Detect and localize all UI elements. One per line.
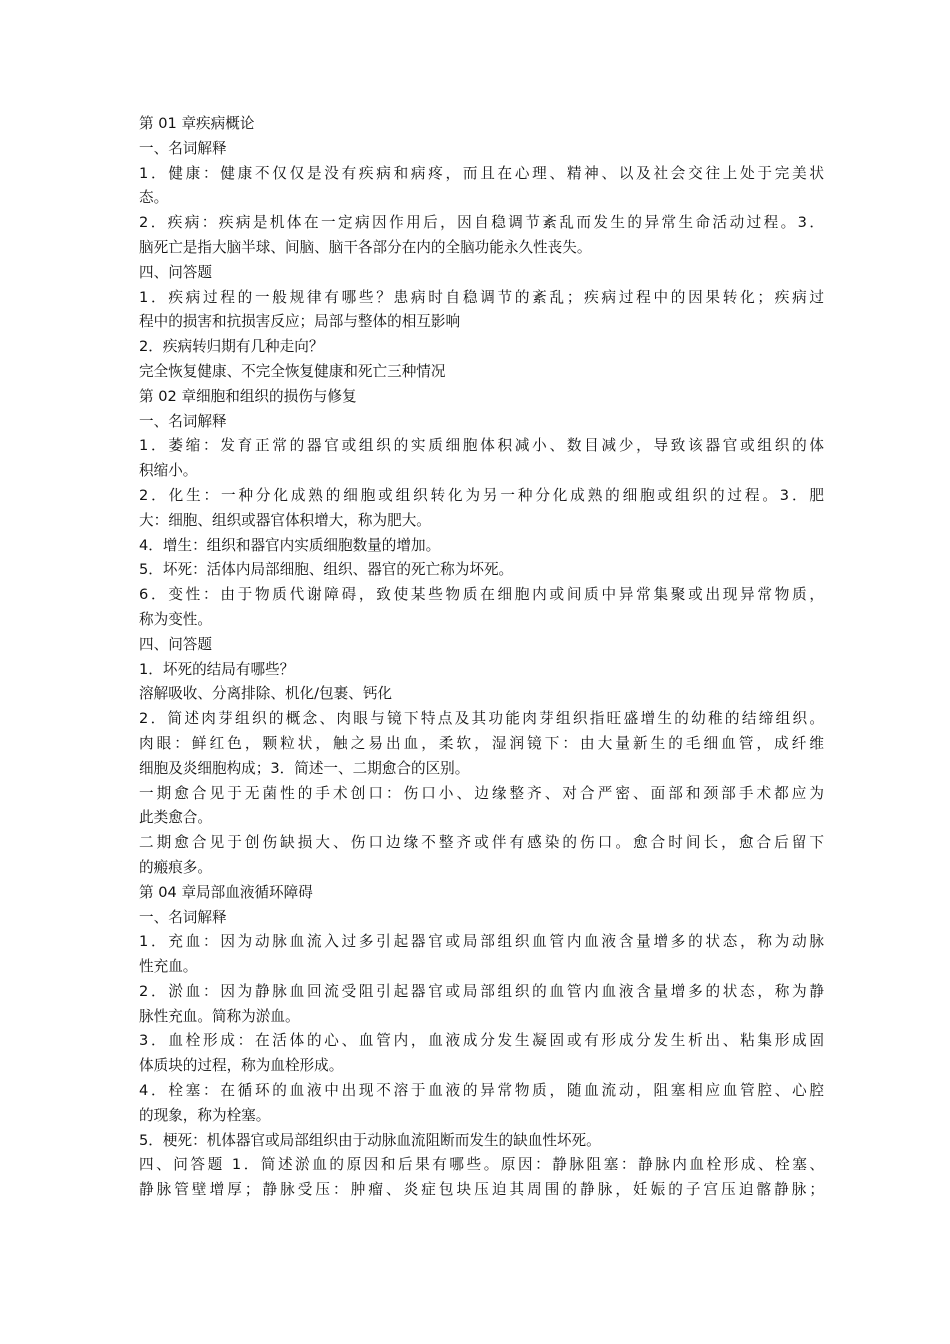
answer-line: 完全恢复健康、不完全恢复健康和死亡三种情况 bbox=[139, 362, 446, 380]
question-line: 2．疾病转归期有几种走向？ bbox=[139, 338, 324, 356]
paragraph-line: 6．变性：由于物质代谢障碍，致使某些物质在细胞内或间质中异常集聚或出现异常物质， bbox=[139, 586, 824, 604]
paragraph-line: 一期愈合见于无菌性的手术创口：伤口小、边缘整齐、对合严密、面部和颈部手术都应为 bbox=[139, 784, 824, 802]
question-line: 1．坏死的结局有哪些？ bbox=[139, 660, 295, 678]
chapter-heading: 第 04 章局部血液循环障碍 bbox=[139, 883, 313, 901]
paragraph-line: 5．梗死：机体器官或局部组织由于动脉血流阻断而发生的缺血性坏死。 bbox=[139, 1131, 601, 1149]
chapter-heading: 第 01 章疾病概论 bbox=[139, 115, 255, 132]
paragraph-line: 此类愈合。 bbox=[139, 809, 212, 827]
paragraph-line: 称为变性。 bbox=[139, 610, 212, 628]
section-heading: 四、问答题 bbox=[139, 635, 212, 653]
paragraph-line: 2．简述肉芽组织的概念、肉眼与镜下特点及其功能肉芽组织指旺盛增生的幼稚的结缔组织。 bbox=[139, 710, 824, 728]
paragraph-line: 性充血。 bbox=[139, 958, 198, 976]
paragraph-line: 3．血栓形成：在活体的心、血管内，血液成分发生凝固或有形成分发生析出、粘集形成固 bbox=[139, 1032, 824, 1050]
section-heading: 一、名词解释 bbox=[139, 412, 227, 430]
section-heading: 四、问答题 bbox=[139, 263, 212, 281]
paragraph-line: 的现象，称为栓塞。 bbox=[139, 1106, 271, 1124]
paragraph-line: 5．坏死：活体内局部细胞、组织、器官的死亡称为坏死。 bbox=[139, 561, 514, 579]
paragraph-line: 态。 bbox=[139, 189, 169, 207]
paragraph-line: 脑死亡是指大脑半球、间脑、脑干各部分在内的全脑功能永久性丧失。 bbox=[139, 238, 592, 256]
answer-line: 溶解吸收、分离排除、机化/包裹、钙化 bbox=[139, 685, 393, 703]
paragraph-line: 4．栓塞：在循环的血液中出现不溶于血液的异常物质，随血流动，阻塞相应血管腔、心腔 bbox=[139, 1082, 824, 1100]
paragraph-line: 程中的损害和抗损害反应；局部与整体的相互影响 bbox=[139, 313, 461, 331]
paragraph-line: 体质块的过程，称为血栓形成。 bbox=[139, 1057, 344, 1075]
paragraph-line: 二期愈合见于创伤缺损大、伤口边缘不整齐或伴有感染的伤口。愈合时间长，愈合后留下 bbox=[139, 834, 824, 852]
paragraph-line: 2．淤血：因为静脉血回流受阻引起器官或局部组织的血管内血液含量增多的状态，称为静 bbox=[139, 982, 824, 1000]
paragraph-line: 大：细胞、组织或器官体积增大，称为肥大。 bbox=[139, 511, 431, 529]
paragraph-line: 的瘢痕多。 bbox=[139, 858, 212, 876]
section-heading: 一、名词解释 bbox=[139, 908, 227, 926]
paragraph-line: 肉眼：鲜红色，颗粒状，触之易出血，柔软，湿润镜下：由大量新生的毛细血管，成纤维 bbox=[139, 734, 824, 752]
paragraph-line: 4．增生：组织和器官内实质细胞数量的增加。 bbox=[139, 536, 441, 554]
paragraph-line: 细胞及炎细胞构成；3．简述一、二期愈合的区别。 bbox=[139, 759, 470, 777]
paragraph-line: 1．疾病过程的一般规律有哪些？患病时自稳调节的紊乱；疾病过程中的因果转化；疾病过 bbox=[139, 288, 824, 306]
paragraph-line: 1．健康：健康不仅仅是没有疾病和病疼，而且在心理、精神、以及社会交往上处于完美状 bbox=[139, 164, 824, 182]
paragraph-line: 静脉管壁增厚；静脉受压：肿瘤、炎症包块压迫其周围的静脉，妊娠的子宫压迫髂静脉； bbox=[139, 1181, 824, 1199]
chapter-heading: 第 02 章细胞和组织的损伤与修复 bbox=[139, 387, 357, 405]
section-heading: 一、名词解释 bbox=[139, 139, 227, 157]
paragraph-line: 2．疾病：疾病是机体在一定病因作用后，因自稳调节紊乱而发生的异常生命活动过程。3． bbox=[139, 214, 824, 232]
paragraph-line: 1．萎缩：发育正常的器官或组织的实质细胞体积减小、数目减少，导致该器官或组织的体 bbox=[139, 437, 824, 455]
paragraph-line: 2．化生：一种分化成熟的细胞或组织转化为另一种分化成熟的细胞或组织的过程。3．肥 bbox=[139, 486, 824, 504]
paragraph-line: 四、问答题 1．简述淤血的原因和后果有哪些。原因：静脉阻塞：静脉内血栓形成、栓塞、 bbox=[139, 1156, 824, 1174]
paragraph-line: 脉性充血。简称为淤血。 bbox=[139, 1007, 300, 1025]
paragraph-line: 1．充血：因为动脉血流入过多引起器官或局部组织血管内血液含量增多的状态，称为动脉 bbox=[139, 933, 824, 951]
paragraph-line: 积缩小。 bbox=[139, 462, 198, 480]
document-body bbox=[139, 112, 824, 1203]
